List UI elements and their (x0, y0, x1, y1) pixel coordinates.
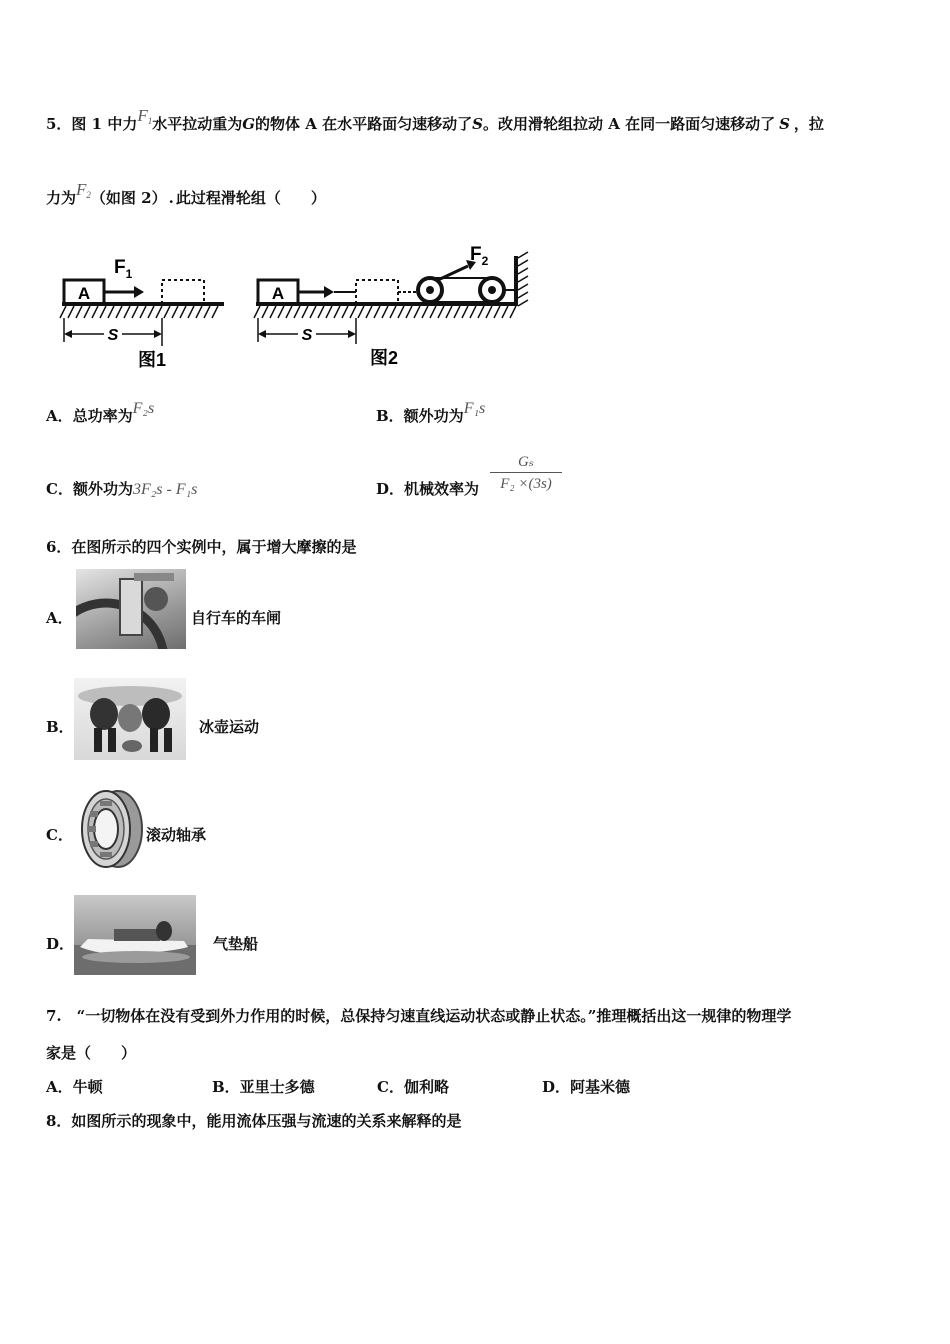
q6-option-d-letter[interactable]: D． (46, 935, 75, 953)
block-a-label: A (77, 284, 91, 303)
q7-line1: 7. “一切物体在没有受到外力作用的时候，总保持匀速直线运动状态或静止状态。”推理概括出这一规律的物理学 (46, 1007, 792, 1025)
fraction-denominator: F₂ ×(3s) (500, 476, 552, 492)
q5-line1 (46, 106, 824, 139)
distance-label: S (301, 327, 313, 344)
q5-text: 力为 (46, 189, 77, 207)
q6-option-d-text: 气垫船 (213, 935, 259, 953)
q5-text: 此过程滑轮组（ ） (175, 189, 326, 207)
q5-s2: S (779, 115, 790, 133)
figure-caption: 图2 (369, 348, 399, 368)
q7-option-c[interactable]: C．伽利略 (377, 1078, 449, 1096)
q7-option-a[interactable]: A．牛顿 (46, 1078, 103, 1096)
arrowhead (134, 286, 144, 298)
q5-option-d-fraction (490, 452, 562, 495)
q5-g: G (242, 115, 256, 133)
q5-text: 。改用滑轮组拉动 A 在同一路面匀速移动了 (482, 115, 776, 133)
q5-text: ，拉 (793, 115, 824, 133)
ghost-block (162, 280, 204, 304)
q6-stem: 6．在图所示的四个实例中，属于增大摩擦的是 (46, 538, 357, 556)
q7-line2: 家是（ ） (46, 1044, 137, 1062)
fraction-numerator: Gₛ (490, 452, 562, 473)
q6-option-a-letter[interactable]: A． (46, 609, 73, 627)
q5-option-b[interactable] (376, 400, 486, 427)
q5-f2: $F_2$ (76, 180, 91, 200)
q6-option-b-text: 冰壶运动 (199, 718, 260, 736)
q6-option-c-text: 滚动轴承 (146, 826, 207, 844)
q6-option-b-letter[interactable]: B． (46, 718, 74, 736)
roller-bearing-image (78, 789, 144, 869)
q8-stem: 8．如图所示的现象中，能用流体压强与流速的关系来解释的是 (46, 1112, 462, 1130)
q6-option-a-text: 自行车的车闸 (191, 609, 282, 627)
option-math: F₁s (463, 400, 486, 417)
figure-caption: 图1 (137, 350, 167, 370)
q5-text: 的物体 A 在水平路面匀速移动了 (255, 115, 473, 133)
option-math: 3F₂s - F₁s (132, 481, 198, 498)
q5-f1: $F_1$ (137, 106, 153, 126)
q6-option-c-letter[interactable]: C． (46, 826, 73, 844)
q5-figure-1 (58, 246, 230, 372)
q7-option-b[interactable]: B．亚里士多德 (212, 1078, 315, 1096)
ground-hatch (254, 306, 516, 318)
q7-option-d[interactable]: D．阿基米德 (542, 1078, 631, 1096)
q5-text: 5．图 1 中力 (46, 115, 138, 133)
option-label: C．额外功为 (46, 480, 133, 498)
q5-option-a[interactable] (46, 400, 155, 427)
ground-hatch (60, 306, 218, 318)
q5-text: （如图 2） (90, 189, 167, 207)
force-label: $F_2$ (470, 244, 489, 268)
option-label: D．机械效率为 (376, 480, 480, 498)
q5-s1: S (472, 115, 483, 133)
bicycle-brake-image (76, 569, 186, 649)
q5-figure-2 (252, 240, 532, 372)
curling-image (74, 678, 186, 760)
force-label: $F_1$ (114, 257, 133, 281)
q5-text: 水平拉动重为 (152, 115, 243, 133)
option-label: A．总功率为 (46, 407, 133, 425)
wall-hatch (518, 252, 528, 306)
ghost-block (356, 280, 398, 304)
distance-label: S (107, 327, 119, 344)
block-a-label: A (271, 284, 285, 303)
q5-option-c[interactable] (46, 479, 197, 500)
option-math: F₂s (132, 400, 155, 417)
option-label: B．额外功为 (376, 407, 464, 425)
hovercraft-image (74, 895, 196, 975)
q5-line2: 力为$F_2$（如图 2） . 此过程滑轮组（ ） (46, 180, 326, 207)
q5-option-d[interactable] (376, 479, 479, 499)
